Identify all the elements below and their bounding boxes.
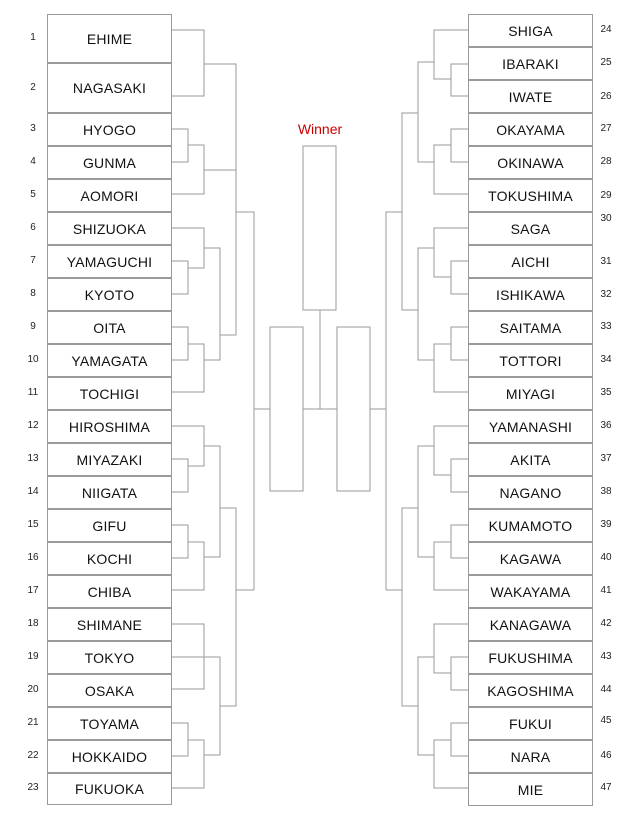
team-box-chiba: CHIBA [47, 575, 172, 608]
winner-label: Winner [297, 121, 343, 137]
team-box-yamagata: YAMAGATA [47, 344, 172, 377]
team-box-iwate: IWATE [468, 80, 593, 113]
seed-number: 11 [27, 387, 39, 398]
team-box-okinawa: OKINAWA [468, 146, 593, 179]
seed-number: 46 [600, 750, 612, 761]
team-box-shimane: SHIMANE [47, 608, 172, 641]
seed-number: 4 [30, 156, 36, 167]
seed-number: 32 [600, 289, 612, 300]
seed-number: 33 [600, 321, 612, 332]
team-box-yamaguchi: YAMAGUCHI [47, 245, 172, 278]
seed-number: 15 [27, 519, 39, 530]
seed-number: 6 [30, 222, 36, 233]
team-box-nara: NARA [468, 740, 593, 773]
team-box-osaka: OSAKA [47, 674, 172, 707]
team-box-ishikawa: ISHIKAWA [468, 278, 593, 311]
team-box-nagasaki: NAGASAKI [47, 63, 172, 113]
team-box-mie: MIE [468, 773, 593, 806]
seed-number: 17 [27, 585, 39, 596]
seed-number: 12 [27, 420, 39, 431]
seed-number: 28 [600, 156, 612, 167]
team-box-kyoto: KYOTO [47, 278, 172, 311]
seed-number: 27 [600, 123, 612, 134]
team-box-niigata: NIIGATA [47, 476, 172, 509]
team-box-kagawa: KAGAWA [468, 542, 593, 575]
seed-number: 31 [600, 256, 612, 267]
seed-number: 24 [600, 24, 612, 35]
team-box-kagoshima: KAGOSHIMA [468, 674, 593, 707]
team-box-kochi: KOCHI [47, 542, 172, 575]
seed-number: 22 [27, 750, 39, 761]
seed-number: 38 [600, 486, 612, 497]
seed-number: 35 [600, 387, 612, 398]
team-box-toyama: TOYAMA [47, 707, 172, 740]
seed-number: 3 [30, 123, 36, 134]
seed-number: 1 [30, 32, 36, 43]
team-box-tochigi: TOCHIGI [47, 377, 172, 410]
seed-number: 14 [27, 486, 39, 497]
seed-number: 44 [600, 684, 612, 695]
seed-number: 2 [30, 82, 36, 93]
seed-number: 45 [600, 715, 612, 726]
team-box-ibaraki: IBARAKI [468, 47, 593, 80]
seed-number: 40 [600, 552, 612, 563]
team-box-fukuoka: FUKUOKA [47, 773, 172, 805]
team-box-gifu: GIFU [47, 509, 172, 542]
team-box-wakayama: WAKAYAMA [468, 575, 593, 608]
team-box-saga: SAGA [468, 212, 593, 245]
team-box-hiroshima: HIROSHIMA [47, 410, 172, 443]
seed-number: 23 [27, 782, 39, 793]
team-box-ehime: EHIME [47, 14, 172, 63]
seed-number: 29 [600, 190, 612, 201]
seed-number: 36 [600, 420, 612, 431]
team-box-hyogo: HYOGO [47, 113, 172, 146]
seed-number: 10 [27, 354, 39, 365]
team-box-gunma: GUNMA [47, 146, 172, 179]
team-box-yamanashi: YAMANASHI [468, 410, 593, 443]
team-box-kanagawa: KANAGAWA [468, 608, 593, 641]
team-box-okayama: OKAYAMA [468, 113, 593, 146]
team-box-hokkaido: HOKKAIDO [47, 740, 172, 773]
seed-number: 41 [600, 585, 612, 596]
team-box-shiga: SHIGA [468, 14, 593, 47]
team-box-tokushima: TOKUSHIMA [468, 179, 593, 212]
team-box-tottori: TOTTORI [468, 344, 593, 377]
seed-number: 37 [600, 453, 612, 464]
seed-number: 39 [600, 519, 612, 530]
seed-number: 9 [30, 321, 36, 332]
seed-number: 16 [27, 552, 39, 563]
team-box-aichi: AICHI [468, 245, 593, 278]
team-box-miyagi: MIYAGI [468, 377, 593, 410]
team-box-nagano: NAGANO [468, 476, 593, 509]
seed-number: 7 [30, 255, 36, 266]
team-box-fukui: FUKUI [468, 707, 593, 740]
seed-number: 42 [600, 618, 612, 629]
team-box-kumamoto: KUMAMOTO [468, 509, 593, 542]
team-box-miyazaki: MIYAZAKI [47, 443, 172, 476]
team-box-saitama: SAITAMA [468, 311, 593, 344]
seed-number: 18 [27, 618, 39, 629]
seed-number: 43 [600, 651, 612, 662]
seed-number: 21 [27, 717, 39, 728]
team-box-akita: AKITA [468, 443, 593, 476]
seed-number: 5 [30, 189, 36, 200]
seed-number: 20 [27, 684, 39, 695]
seed-number: 34 [600, 354, 612, 365]
seed-number: 13 [27, 453, 39, 464]
seed-number: 8 [30, 288, 36, 299]
team-box-shizuoka: SHIZUOKA [47, 212, 172, 245]
seed-number: 19 [27, 651, 39, 662]
seed-number: 30 [600, 213, 612, 224]
team-box-fukushima: FUKUSHIMA [468, 641, 593, 674]
seed-number: 47 [600, 782, 612, 793]
seed-number: 25 [600, 57, 612, 68]
seed-number: 26 [600, 91, 612, 102]
team-box-oita: OITA [47, 311, 172, 344]
team-box-aomori: AOMORI [47, 179, 172, 212]
team-box-tokyo: TOKYO [47, 641, 172, 674]
